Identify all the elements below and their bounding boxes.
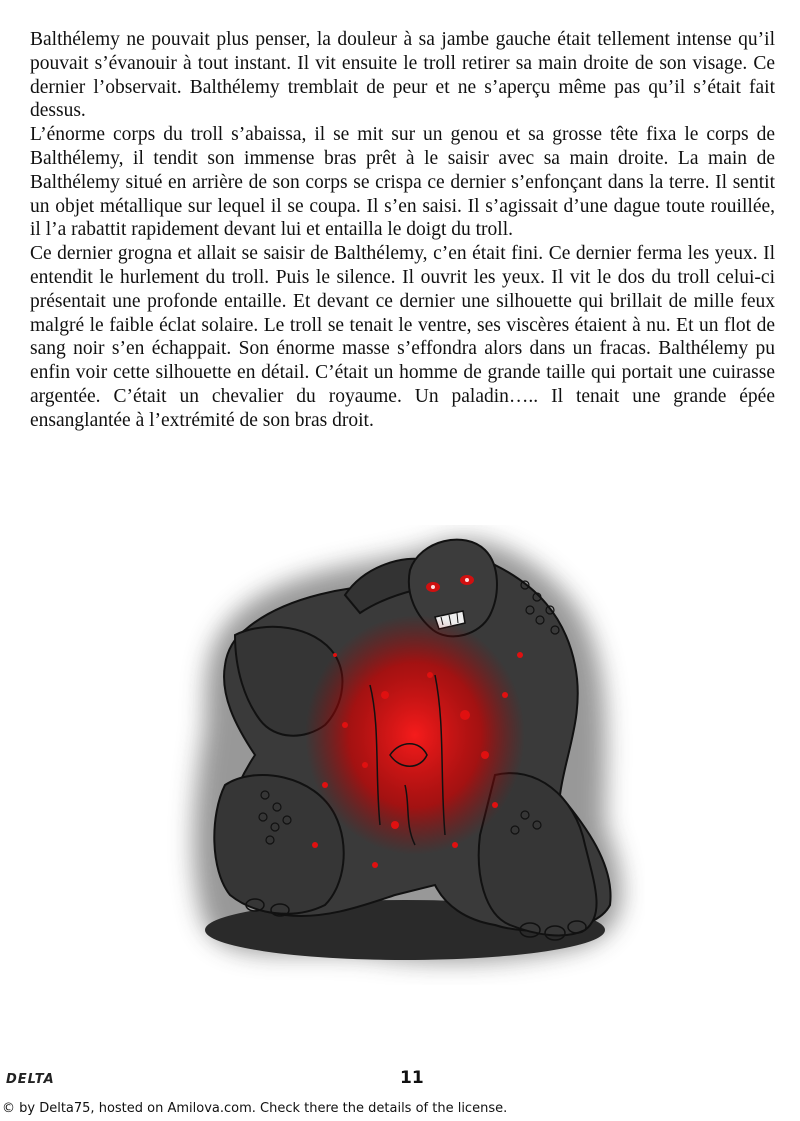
copyright-notice: © by Delta75, hosted on Amilova.com. Check there the details of the license.	[2, 1101, 508, 1116]
paragraph: L’énorme corps du troll s’abaissa, il se mit sur un genou et sa grosse tête fixa le corps de Balthélemy, il tendit son immense bras prêt à le saisir avec sa main droite. La main de Balthélemy situé en arrière de son corps se crispa ce dernier s’enfonçant dans la terre. Il sentit un objet métallique sur lequel il se coupa. Il s’en saisi. Il s’agissait d’une dague toute rouillée, il l’a rabattit rapidement devant lui et entailla le doigt du troll.	[30, 124, 775, 241]
paragraph: Ce dernier grogna et allait se saisir de Balthélemy, c’en était fini. Ce dernier ferma les yeux. Il entendit le hurlement du troll. Puis le silence. Il ouvrit les yeux. Il vit le dos du troll celui-ci présentait une profonde entaille. Et devant ce dernier une silhouette qui brillait de mille feux malgré le faible éclat solaire. Le troll se tenait le ventre, ses viscères étaient à nu. Et un flot de sang noir s’en échappait. Son énorme masse s’effondra alors dans un fracas. Balthélemy pu enfin voir cette silhouette en détail. C’était un homme de grande taille qui portait une cuirasse argentée. C’était un chevalier du royaume. Un paladin….. Il tenait une grande épée ensanglantée à l’extrémité de son bras droit.	[30, 243, 775, 431]
story-text	[30, 28, 775, 433]
publisher-logo: DELTA	[6, 1072, 55, 1087]
page-number: 11	[400, 1068, 424, 1088]
paragraph: Balthélemy ne pouvait plus penser, la douleur à sa jambe gauche était tellement intense qu’il pouvait s’évanouir à tout instant. Il vit ensuite le troll retirer sa main droite de son visage. Ce dernier l’observait. Balthélemy tremblait de peur et ne s’aperçu même pas qu’il s’était fait dessus.	[30, 29, 775, 122]
troll-illustration	[165, 525, 645, 985]
